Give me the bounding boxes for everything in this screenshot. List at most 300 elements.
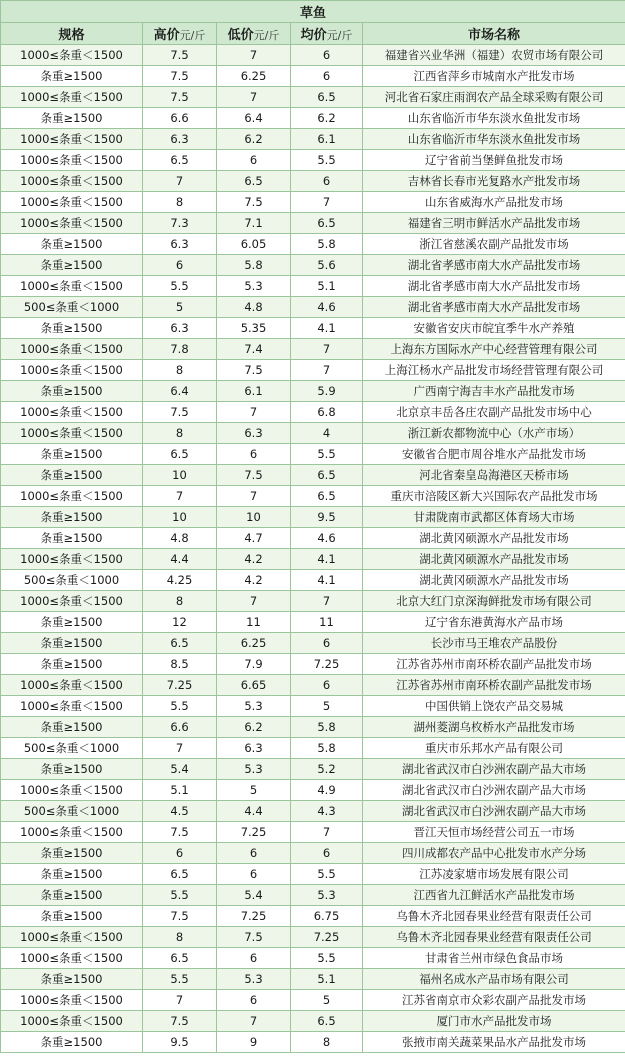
cell-low: 6.4 [217, 108, 291, 129]
table-header-row [1, 23, 625, 45]
cell-high: 7.5 [143, 402, 217, 423]
cell-low: 7.5 [217, 360, 291, 381]
cell-low: 7 [217, 402, 291, 423]
cell-market: 山东省威海水产品批发市场 [363, 192, 625, 213]
cell-high: 6.3 [143, 234, 217, 255]
cell-avg: 6 [291, 66, 363, 87]
cell-spec: 1000≤条重＜1500 [1, 822, 143, 843]
cell-avg: 6.1 [291, 129, 363, 150]
cell-market: 江苏省苏州市南环桥农副产品批发市场 [363, 675, 625, 696]
cell-high: 6.5 [143, 444, 217, 465]
cell-low: 7.4 [217, 339, 291, 360]
cell-high: 7.25 [143, 675, 217, 696]
cell-high: 6.5 [143, 150, 217, 171]
cell-market: 湖北省孝感市南大水产品批发市场 [363, 255, 625, 276]
cell-market: 湖州菱湖乌枚桥水产品批发市场 [363, 717, 625, 738]
cell-market: 中国供销上饶农产品交易城 [363, 696, 625, 717]
cell-avg: 6.5 [291, 87, 363, 108]
cell-market: 四川成都农产品中心批发市水产分场 [363, 843, 625, 864]
cell-high: 6.4 [143, 381, 217, 402]
cell-spec: 条重≥1500 [1, 843, 143, 864]
cell-avg: 5.8 [291, 234, 363, 255]
cell-low: 6.2 [217, 129, 291, 150]
cell-high: 7.3 [143, 213, 217, 234]
cell-spec: 500≤条重＜1000 [1, 570, 143, 591]
cell-spec: 1000≤条重＜1500 [1, 990, 143, 1011]
cell-low: 6.25 [217, 633, 291, 654]
cell-spec: 条重≥1500 [1, 444, 143, 465]
table-row [1, 192, 625, 213]
cell-spec: 1000≤条重＜1500 [1, 486, 143, 507]
table-row [1, 675, 625, 696]
cell-avg: 5.5 [291, 444, 363, 465]
table-row [1, 906, 625, 927]
cell-high: 8 [143, 591, 217, 612]
cell-low: 7 [217, 87, 291, 108]
cell-market: 湖北黄冈硕源水产品批发市场 [363, 549, 625, 570]
cell-high: 4.25 [143, 570, 217, 591]
cell-market: 福建省三明市鲜活水产品批发市场 [363, 213, 625, 234]
cell-low: 7 [217, 486, 291, 507]
cell-low: 7.9 [217, 654, 291, 675]
table-row [1, 759, 625, 780]
cell-avg: 6.5 [291, 1011, 363, 1032]
cell-avg: 6.5 [291, 465, 363, 486]
cell-market: 甘肃省兰州市绿色食品市场 [363, 948, 625, 969]
cell-spec: 1000≤条重＜1500 [1, 549, 143, 570]
cell-low: 5.3 [217, 696, 291, 717]
cell-market: 安徽省合肥市周谷堆水产品批发市场 [363, 444, 625, 465]
cell-avg: 4.1 [291, 318, 363, 339]
cell-low: 11 [217, 612, 291, 633]
cell-spec: 1000≤条重＜1500 [1, 129, 143, 150]
cell-high: 7.5 [143, 45, 217, 66]
table-row [1, 108, 625, 129]
cell-spec: 500≤条重＜1000 [1, 738, 143, 759]
cell-avg: 5.2 [291, 759, 363, 780]
cell-low: 5.4 [217, 885, 291, 906]
cell-low: 7.25 [217, 822, 291, 843]
table-row [1, 780, 625, 801]
cell-avg: 6 [291, 171, 363, 192]
cell-low: 6 [217, 444, 291, 465]
cell-market: 安徽省安庆市皖宜季牛水产养殖 [363, 318, 625, 339]
cell-high: 6.3 [143, 318, 217, 339]
cell-high: 8 [143, 192, 217, 213]
cell-spec: 条重≥1500 [1, 864, 143, 885]
cell-avg: 4.3 [291, 801, 363, 822]
table-row [1, 66, 625, 87]
cell-avg: 6 [291, 675, 363, 696]
cell-low: 6 [217, 990, 291, 1011]
cell-market: 重庆市乐邦水产品有限公司 [363, 738, 625, 759]
table-row [1, 129, 625, 150]
cell-spec: 条重≥1500 [1, 234, 143, 255]
cell-avg: 6.2 [291, 108, 363, 129]
cell-spec: 条重≥1500 [1, 885, 143, 906]
cell-market: 浙江新农都物流中心（水产市场） [363, 423, 625, 444]
cell-high: 5.1 [143, 780, 217, 801]
table-row [1, 696, 625, 717]
table-row [1, 150, 625, 171]
cell-market: 山东省临沂市华东淡水鱼批发市场 [363, 129, 625, 150]
header-avg-label: 均价 [300, 28, 327, 43]
cell-market: 辽宁省前当堡鲜鱼批发市场 [363, 150, 625, 171]
table-row [1, 570, 625, 591]
cell-low: 4.2 [217, 549, 291, 570]
cell-low: 7.5 [217, 192, 291, 213]
cell-avg: 6.5 [291, 213, 363, 234]
cell-spec: 条重≥1500 [1, 318, 143, 339]
table-row [1, 885, 625, 906]
table-row [1, 213, 625, 234]
cell-spec: 1000≤条重＜1500 [1, 675, 143, 696]
cell-high: 8.5 [143, 654, 217, 675]
cell-low: 6.3 [217, 738, 291, 759]
cell-spec: 1000≤条重＜1500 [1, 402, 143, 423]
cell-low: 6.2 [217, 717, 291, 738]
cell-avg: 6.75 [291, 906, 363, 927]
table-row [1, 87, 625, 108]
header-spec: 规格 [1, 23, 143, 45]
cell-high: 6 [143, 255, 217, 276]
cell-low: 9 [217, 1032, 291, 1053]
cell-high: 4.4 [143, 549, 217, 570]
cell-avg: 5.8 [291, 717, 363, 738]
cell-avg: 7 [291, 339, 363, 360]
cell-market: 吉林省长春市光复路水产批发市场 [363, 171, 625, 192]
cell-market: 湖北黄冈硕源水产品批发市场 [363, 528, 625, 549]
cell-market: 湖北省武汉市白沙洲农副产品大市场 [363, 759, 625, 780]
cell-market: 江苏省南京市众彩农副产品批发市场 [363, 990, 625, 1011]
table-row [1, 507, 625, 528]
header-low [217, 23, 291, 45]
cell-low: 7.25 [217, 906, 291, 927]
cell-avg: 11 [291, 612, 363, 633]
cell-market: 河北省秦皇岛海港区天桥市场 [363, 465, 625, 486]
cell-avg: 6.8 [291, 402, 363, 423]
table-row [1, 402, 625, 423]
cell-low: 6.25 [217, 66, 291, 87]
cell-high: 7.5 [143, 66, 217, 87]
cell-market: 湖北省武汉市白沙洲农副产品大市场 [363, 780, 625, 801]
cell-low: 7.5 [217, 465, 291, 486]
cell-market: 长沙市马王堆农产品股份 [363, 633, 625, 654]
header-high [143, 23, 217, 45]
cell-avg: 5 [291, 990, 363, 1011]
table-row [1, 654, 625, 675]
cell-spec: 1000≤条重＜1500 [1, 276, 143, 297]
table-row [1, 822, 625, 843]
cell-market: 山东省临沂市华东淡水鱼批发市场 [363, 108, 625, 129]
header-low-unit: 元/斤 [253, 29, 280, 42]
cell-spec: 条重≥1500 [1, 66, 143, 87]
cell-high: 4.8 [143, 528, 217, 549]
table-row [1, 486, 625, 507]
cell-high: 7 [143, 486, 217, 507]
cell-high: 7 [143, 990, 217, 1011]
table-row [1, 549, 625, 570]
table-row [1, 969, 625, 990]
cell-avg: 7 [291, 192, 363, 213]
cell-market: 厦门市水产品批发市场 [363, 1011, 625, 1032]
cell-spec: 1000≤条重＜1500 [1, 1011, 143, 1032]
table-row [1, 444, 625, 465]
cell-avg: 6 [291, 633, 363, 654]
table-row [1, 234, 625, 255]
cell-market: 湖北黄冈硕源水产品批发市场 [363, 570, 625, 591]
cell-market: 湖北省孝感市南大水产品批发市场 [363, 276, 625, 297]
table-row [1, 591, 625, 612]
cell-avg: 4.6 [291, 297, 363, 318]
cell-high: 6.6 [143, 717, 217, 738]
cell-high: 10 [143, 507, 217, 528]
cell-high: 7.5 [143, 906, 217, 927]
cell-avg: 7 [291, 360, 363, 381]
cell-spec: 1000≤条重＜1500 [1, 927, 143, 948]
header-high-unit: 元/斤 [179, 29, 206, 42]
table-row [1, 1032, 625, 1053]
table-row [1, 738, 625, 759]
cell-low: 4.4 [217, 801, 291, 822]
cell-market: 江西省萍乡市城南水产批发市场 [363, 66, 625, 87]
table-row [1, 801, 625, 822]
cell-avg: 5.5 [291, 948, 363, 969]
cell-market: 河北省石家庄雨润农产品全球采购有限公司 [363, 87, 625, 108]
cell-spec: 1000≤条重＜1500 [1, 696, 143, 717]
cell-spec: 500≤条重＜1000 [1, 801, 143, 822]
cell-high: 8 [143, 927, 217, 948]
table-row [1, 633, 625, 654]
cell-avg: 7 [291, 591, 363, 612]
table-row [1, 528, 625, 549]
cell-high: 5.5 [143, 696, 217, 717]
cell-high: 6.5 [143, 633, 217, 654]
cell-avg: 5.1 [291, 969, 363, 990]
cell-avg: 5.5 [291, 150, 363, 171]
cell-high: 6.6 [143, 108, 217, 129]
cell-high: 8 [143, 423, 217, 444]
cell-low: 6 [217, 150, 291, 171]
table-row [1, 276, 625, 297]
table-row [1, 297, 625, 318]
cell-low: 7.5 [217, 927, 291, 948]
header-avg [291, 23, 363, 45]
table-row [1, 948, 625, 969]
cell-avg: 4.6 [291, 528, 363, 549]
cell-high: 9.5 [143, 1032, 217, 1053]
cell-low: 5.3 [217, 276, 291, 297]
cell-high: 5 [143, 297, 217, 318]
cell-high: 7 [143, 738, 217, 759]
cell-high: 7.5 [143, 1011, 217, 1032]
cell-market: 江苏省苏州市南环桥农副产品批发市场 [363, 654, 625, 675]
table-title-row [1, 1, 625, 23]
cell-market: 乌鲁木齐北园春果业经营有限责任公司 [363, 906, 625, 927]
header-market: 市场名称 [363, 23, 625, 45]
cell-spec: 条重≥1500 [1, 507, 143, 528]
cell-avg: 6 [291, 45, 363, 66]
cell-high: 6.5 [143, 948, 217, 969]
cell-high: 5.5 [143, 276, 217, 297]
cell-market: 晋江天恒市场经营公司五一市场 [363, 822, 625, 843]
table-row [1, 339, 625, 360]
table-row [1, 1011, 625, 1032]
table-row [1, 423, 625, 444]
cell-avg: 5.5 [291, 864, 363, 885]
cell-low: 6.05 [217, 234, 291, 255]
cell-market: 浙江省慈溪农副产品批发市场 [363, 234, 625, 255]
table-row [1, 927, 625, 948]
cell-high: 4.5 [143, 801, 217, 822]
cell-avg: 5.8 [291, 738, 363, 759]
cell-high: 5.4 [143, 759, 217, 780]
cell-spec: 1000≤条重＜1500 [1, 171, 143, 192]
cell-high: 6 [143, 843, 217, 864]
cell-market: 上海东方国际水产中心经营管理有限公司 [363, 339, 625, 360]
cell-low: 7 [217, 591, 291, 612]
cell-spec: 1000≤条重＜1500 [1, 423, 143, 444]
table-row [1, 45, 625, 66]
cell-market: 福州名成水产品市场有限公司 [363, 969, 625, 990]
cell-low: 6.1 [217, 381, 291, 402]
cell-market: 上海江杨水产品批发市场经营管理有限公司 [363, 360, 625, 381]
table-row [1, 255, 625, 276]
cell-low: 6 [217, 948, 291, 969]
cell-spec: 条重≥1500 [1, 654, 143, 675]
cell-high: 6.3 [143, 129, 217, 150]
cell-avg: 5.1 [291, 276, 363, 297]
table-row [1, 171, 625, 192]
cell-high: 7.5 [143, 87, 217, 108]
cell-high: 7.5 [143, 822, 217, 843]
cell-avg: 4 [291, 423, 363, 444]
cell-spec: 条重≥1500 [1, 759, 143, 780]
cell-avg: 5.9 [291, 381, 363, 402]
cell-market: 湖北省孝感市南大水产品批发市场 [363, 297, 625, 318]
cell-low: 4.2 [217, 570, 291, 591]
cell-low: 7.1 [217, 213, 291, 234]
cell-low: 5.35 [217, 318, 291, 339]
cell-market: 甘肃陇南市武都区体育场大市场 [363, 507, 625, 528]
cell-avg: 4.1 [291, 570, 363, 591]
cell-market: 北京大红门京深海鲜批发市场有限公司 [363, 591, 625, 612]
table-row [1, 381, 625, 402]
cell-avg: 6 [291, 843, 363, 864]
cell-spec: 1000≤条重＜1500 [1, 87, 143, 108]
cell-low: 6 [217, 864, 291, 885]
cell-avg: 5 [291, 696, 363, 717]
cell-spec: 1000≤条重＜1500 [1, 948, 143, 969]
cell-high: 7 [143, 171, 217, 192]
cell-spec: 1000≤条重＜1500 [1, 339, 143, 360]
cell-avg: 7 [291, 822, 363, 843]
cell-low: 5.8 [217, 255, 291, 276]
cell-spec: 1000≤条重＜1500 [1, 360, 143, 381]
cell-high: 8 [143, 360, 217, 381]
cell-low: 4.8 [217, 297, 291, 318]
cell-spec: 1000≤条重＜1500 [1, 192, 143, 213]
cell-avg: 5.6 [291, 255, 363, 276]
table-row [1, 360, 625, 381]
cell-spec: 1000≤条重＜1500 [1, 45, 143, 66]
cell-spec: 1000≤条重＜1500 [1, 213, 143, 234]
cell-low: 6.5 [217, 171, 291, 192]
cell-market: 湖北省武汉市白沙洲农副产品大市场 [363, 801, 625, 822]
cell-spec: 条重≥1500 [1, 717, 143, 738]
cell-high: 5.5 [143, 885, 217, 906]
table-row [1, 990, 625, 1011]
table-body [1, 45, 625, 1053]
cell-market: 江西省九江鲜活水产品批发市场 [363, 885, 625, 906]
cell-low: 6.65 [217, 675, 291, 696]
cell-spec: 条重≥1500 [1, 108, 143, 129]
cell-market: 乌鲁木齐北园春果业经营有限责任公司 [363, 927, 625, 948]
cell-market: 福建省兴业华洲（福建）农贸市场有限公司 [363, 45, 625, 66]
cell-spec: 条重≥1500 [1, 612, 143, 633]
table-row [1, 864, 625, 885]
cell-spec: 1000≤条重＜1500 [1, 150, 143, 171]
cell-spec: 条重≥1500 [1, 906, 143, 927]
cell-spec: 条重≥1500 [1, 1032, 143, 1053]
cell-low: 6.3 [217, 423, 291, 444]
table-row [1, 318, 625, 339]
table-title: 草鱼 [1, 1, 625, 23]
cell-market: 广西南宁海吉丰水产品批发市场 [363, 381, 625, 402]
cell-market: 北京京丰岳各庄农副产品批发市场中心 [363, 402, 625, 423]
table-row [1, 717, 625, 738]
cell-avg: 9.5 [291, 507, 363, 528]
cell-market: 张掖市南关蔬菜果品水产品批发市场 [363, 1032, 625, 1053]
cell-market: 重庆市涪陵区新大兴国际农产品批发市场 [363, 486, 625, 507]
cell-spec: 1000≤条重＜1500 [1, 591, 143, 612]
cell-high: 10 [143, 465, 217, 486]
cell-avg: 5.3 [291, 885, 363, 906]
cell-low: 5.3 [217, 759, 291, 780]
cell-avg: 7.25 [291, 927, 363, 948]
header-high-label: 高价 [153, 28, 180, 43]
cell-avg: 4.1 [291, 549, 363, 570]
cell-spec: 条重≥1500 [1, 255, 143, 276]
cell-spec: 条重≥1500 [1, 969, 143, 990]
cell-low: 4.7 [217, 528, 291, 549]
cell-market: 江苏凌家塘市场发展有限公司 [363, 864, 625, 885]
cell-avg: 4.9 [291, 780, 363, 801]
cell-high: 7.8 [143, 339, 217, 360]
cell-spec: 条重≥1500 [1, 465, 143, 486]
cell-spec: 条重≥1500 [1, 633, 143, 654]
cell-avg: 8 [291, 1032, 363, 1053]
cell-spec: 条重≥1500 [1, 381, 143, 402]
cell-low: 7 [217, 1011, 291, 1032]
header-avg-unit: 元/斤 [326, 29, 353, 42]
cell-low: 6 [217, 843, 291, 864]
cell-spec: 500≤条重＜1000 [1, 297, 143, 318]
cell-high: 6.5 [143, 864, 217, 885]
table-row [1, 843, 625, 864]
cell-low: 5 [217, 780, 291, 801]
cell-high: 12 [143, 612, 217, 633]
cell-spec: 1000≤条重＜1500 [1, 780, 143, 801]
cell-avg: 7.25 [291, 654, 363, 675]
cell-market: 辽宁省东港黄海水产品市场 [363, 612, 625, 633]
cell-low: 5.3 [217, 969, 291, 990]
cell-high: 5.5 [143, 969, 217, 990]
cell-spec: 条重≥1500 [1, 528, 143, 549]
cell-low: 7 [217, 45, 291, 66]
cell-avg: 6.5 [291, 486, 363, 507]
cell-low: 10 [217, 507, 291, 528]
